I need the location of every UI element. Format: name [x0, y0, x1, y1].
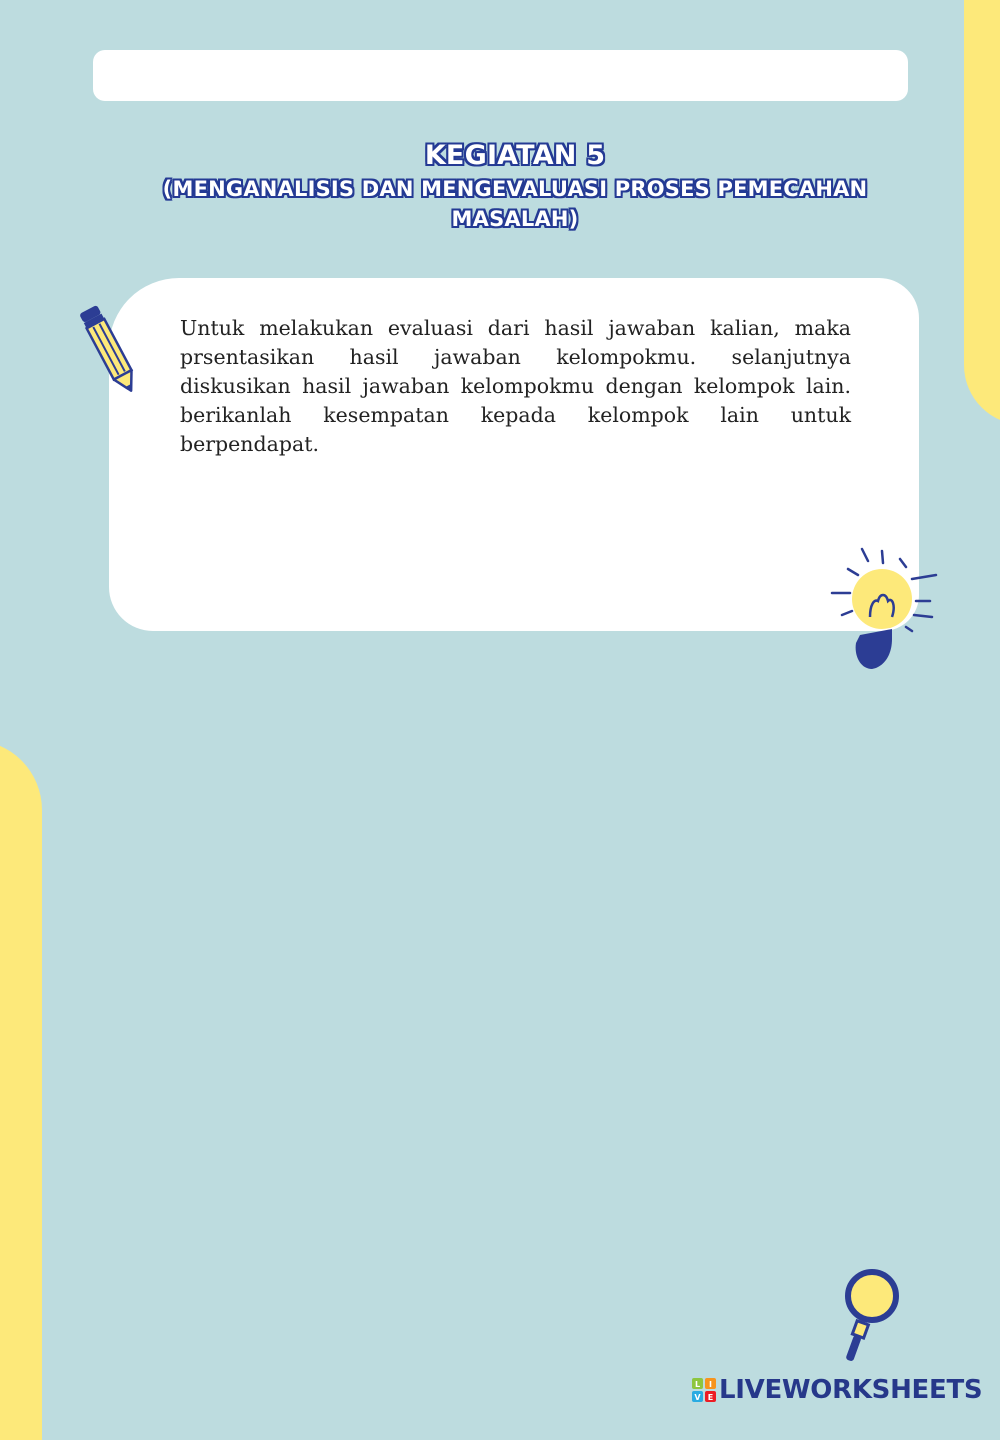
logo-letter-v: V [694, 1393, 701, 1402]
logo-letter-i: I [709, 1380, 712, 1389]
liveworksheets-wordmark: LIVEWORKSHEETS [719, 1375, 983, 1405]
activity-title: KEGIATAN 5 [424, 140, 606, 171]
logo-letter-e: E [707, 1393, 714, 1402]
lightbulb-icon [826, 543, 942, 675]
instruction-text: Untuk melakukan evaluasi dari hasil jawaban kalian, maka prsentasikan hasil jawaban kelompokmu. selanjutnya diskusikan hasil jawaban kelompokmu dengan kelompok lain. berikanlah kesempatan kepada kelompok lain untuk berpendapat. [180, 316, 851, 456]
liveworksheets-brand [692, 1372, 982, 1408]
logo-letter-l: L [694, 1380, 701, 1389]
magnifier-icon [830, 1262, 910, 1366]
activity-subtitle: (MENGANALISIS DAN MENGEVALUASI PROSES PEMECAHAN MASALAH) [162, 177, 868, 231]
pencil-icon [80, 296, 140, 406]
yellow-edge-shape-right [964, 0, 1000, 425]
yellow-edge-shape-left [0, 740, 42, 1440]
name-input[interactable] [93, 50, 908, 101]
liveworksheets-logo-icon [692, 1378, 716, 1402]
activity-heading [140, 138, 890, 234]
